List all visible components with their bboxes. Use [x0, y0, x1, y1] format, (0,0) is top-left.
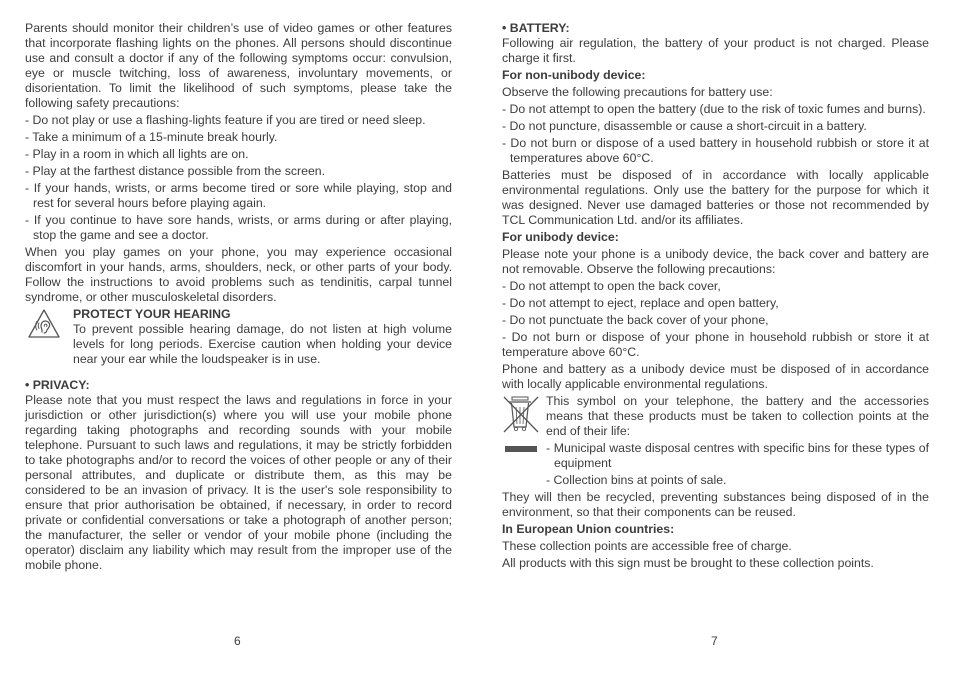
precaution-item: - Play at the farthest distance possible from the screen.: [25, 164, 326, 178]
page-right: [502, 21, 929, 573]
eu-title: In European Union countries:: [502, 522, 675, 536]
privacy-text: Please note that you must respect the laws and regulations in force in your jurisdiction or other jurisdiction(s) where you will use your mobile phone regarding taking photographs and recording sounds with your mobile telephone. Pursuant to such laws and regulations, it may be strictly forbidden to take photographs and/or to record the voices of other people or any of their personal attributes, and duplicate or distribute them, as this may be considered to be an invasion of privacy. It is the user's sole responsibility to ensure that prior authorisation be obtained, if necessary, in order to record private or confidential conversations or take a photograph of another person; the manufacturer, the seller or vendor of your mobile phone (including the operator) disclaim any liability which may result from the improper use of the mobile phone.: [25, 393, 452, 572]
page-left: [25, 21, 452, 575]
precaution-item: - Take a minimum of a 15-minute break hourly.: [25, 130, 278, 144]
bin-symbol-text: This symbol on your telephone, the battery and the accessories means that these products must be taken to collection points at the end of their life:: [546, 394, 929, 438]
precaution-item: - Do not play or use a flashing-lights feature if you are tired or need sleep.: [25, 113, 426, 127]
battery-precaution-item: - Do not attempt to open the battery (due to the risk of toxic fumes and burns).: [502, 102, 926, 116]
precaution-item: - If your hands, wrists, or arms become tired or sore while playing, stop and rest for several hours before playing again.: [25, 181, 452, 210]
collection-point-municipal: [502, 441, 929, 471]
crossed-out-bin-icon: [502, 394, 542, 434]
privacy-title: • PRIVACY:: [25, 378, 90, 392]
eu-collection-free: These collection points are accessible free of charge.: [502, 539, 792, 553]
eu-collection-required: All products with this sign must be brought to these collection points.: [502, 556, 874, 570]
non-unibody-intro: Observe the following precautions for battery use:: [502, 85, 773, 99]
unibody-precaution-item: - Do not attempt to open the back cover,: [502, 279, 721, 293]
unibody-precaution-item: - Do not attempt to eject, replace and open battery,: [502, 296, 779, 310]
battery-precaution-item: - Do not puncture, disassemble or cause a short-circuit in a battery.: [502, 119, 867, 133]
unibody-precaution-last: - Do not burn or dispose of your phone in household rubbish or store it at temperature above 60°C.: [502, 330, 929, 359]
page-number-left: 6: [234, 634, 241, 648]
recycle-paragraph: They will then be recycled, preventing substances being disposed of in the environment, so that their components can be reused.: [502, 490, 929, 519]
collection-point-text: - Municipal waste disposal centres with specific bins for these types of equipment: [546, 441, 929, 470]
bin-notice: [502, 394, 929, 439]
hearing-title: PROTECT YOUR HEARING: [73, 307, 231, 321]
separator-bar: [505, 446, 537, 452]
battery-disposal: Batteries must be disposed of in accordance with locally applicable environmental regulations. Only use the battery for the purpose for which it was designed. Never use damaged batteries or those not recommended by TCL Communication Ltd. and/or its affiliates.: [502, 168, 929, 227]
collection-point-sale: - Collection bins at points of sale.: [546, 473, 727, 487]
precaution-item: - If you continue to have sore hands, wrists, or arms during or after playing, stop the game and see a doctor.: [25, 213, 452, 242]
battery-precaution-item: - Do not burn or dispose of a used battery in household rubbish or store it at temperatures above 60°C.: [502, 136, 929, 165]
hearing-text: To prevent possible hearing damage, do not listen at high volume levels for long periods. Exercise caution when holding your device near your ear while the loudspeaker is in use.: [73, 322, 452, 366]
unibody-title: For unibody device:: [502, 230, 619, 244]
hearing-notice: [25, 307, 452, 367]
unibody-precaution-item: - Do not punctuate the back cover of your phone,: [502, 313, 769, 327]
precaution-item: - Play in a room in which all lights are on.: [25, 147, 249, 161]
unibody-intro: Please note your phone is a unibody device, the back cover and battery are not removable. Observe the following precautions:: [502, 247, 929, 276]
discomfort-paragraph: When you play games on your phone, you may experience occasional discomfort in your hands, arms, shoulders, neck, or other parts of your body. Follow the instructions to avoid problems such as tendinitis, carpal tunnel syndrome, or other musculoskeletal disorders.: [25, 245, 452, 304]
battery-title: • BATTERY:: [502, 21, 570, 35]
battery-intro: Following air regulation, the battery of your product is not charged. Please charge it first.: [502, 36, 929, 65]
non-unibody-title: For non-unibody device:: [502, 68, 646, 82]
page-number-right: 7: [711, 634, 718, 648]
ear-warning-icon: [27, 308, 61, 340]
unibody-disposal: Phone and battery as a unibody device must be disposed of in accordance with locally applicable environmental regulations.: [502, 362, 929, 391]
flashing-lights-intro: Parents should monitor their children’s use of video games or other features that incorporate flashing lights on the phones. All persons should discontinue use and consult a doctor if any of the following symptoms occur: convulsion, eye or muscle twitching, loss of awareness, involuntary movements, or disorientation. To limit the likelihood of such symptoms, please take the following safety precautions:: [25, 21, 452, 110]
